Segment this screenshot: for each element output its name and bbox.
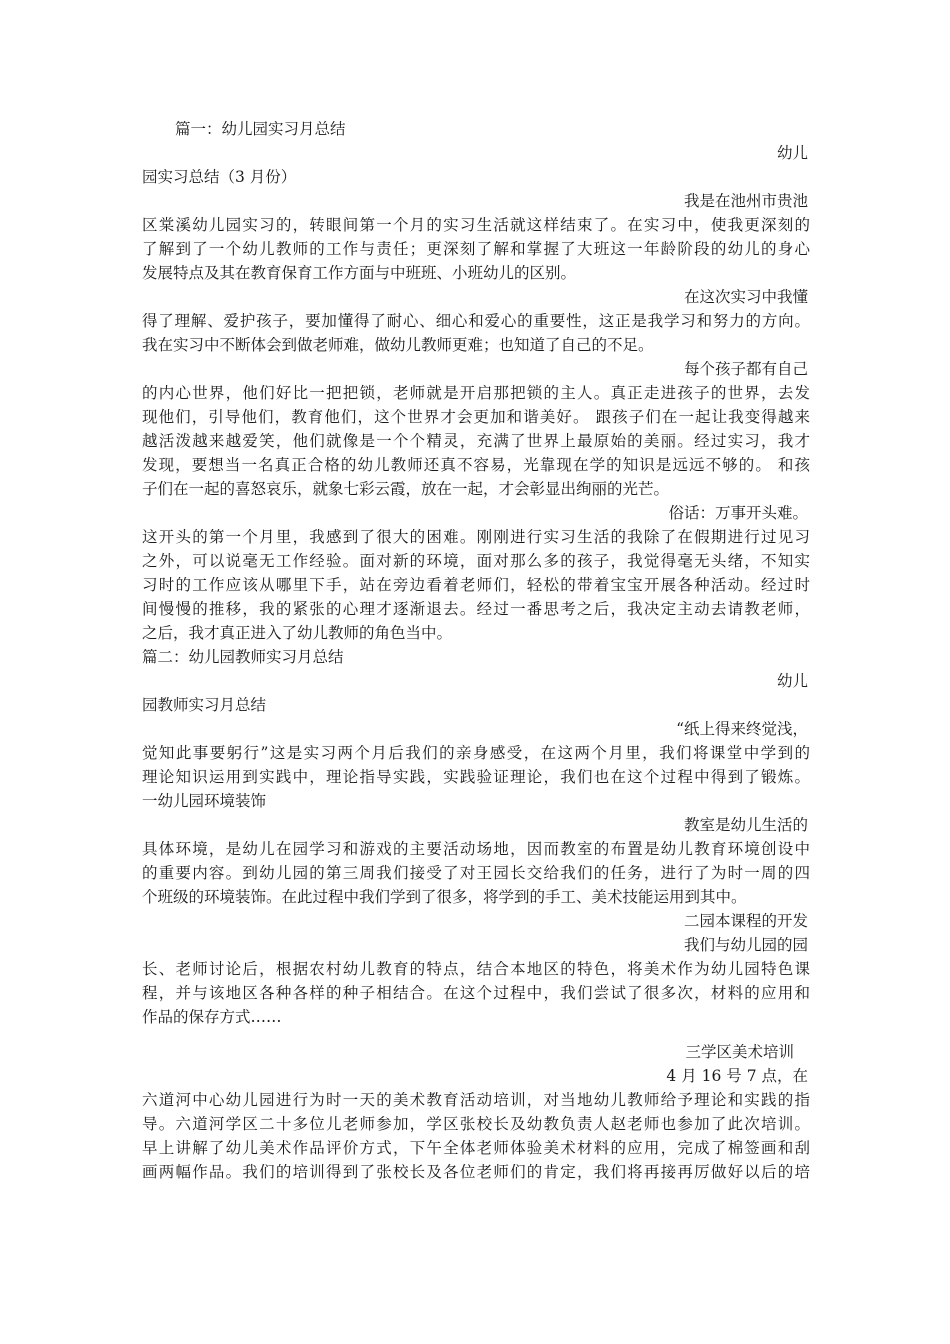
text-line: 我是在池州市贵池: [683, 192, 808, 210]
text-line: 教室是幼儿生活的: [683, 816, 808, 834]
text-line: 觉知此事要躬行”这是实习两个月后我们的亲身感受，在这两个月里，我们将课堂中学到的: [142, 744, 810, 762]
text-line: 4 月 16 号 7 点，在: [666, 1067, 808, 1085]
subheading: 二园本课程的开发: [683, 912, 808, 930]
text-line: 这开头的第一个月里，我感到了很大的困难。刚刚进行实习生活的我除了在假期进行过见习: [142, 528, 810, 546]
text-line: 园教师实习月总结: [142, 696, 267, 714]
text-line: 幼儿: [776, 144, 808, 162]
text-line: 画两幅作品。我们的培训得到了张校长及各位老师们的肯定，我们将再接再厉做好以后的培: [142, 1163, 810, 1181]
text-line: 导。六道河学区二十多位儿老师参加，学区张校长及幼教负责人赵老师也参加了此次培训。: [142, 1115, 810, 1133]
text-line: 习时的工作应该从哪里下手，站在旁边看着老师们，轻松的带着宝宝开展各种活动。经过时: [142, 576, 810, 594]
text-line: 作品的保存方式……: [142, 1008, 282, 1026]
text-line: 发展特点及其在教育保育工作方面与中班班、小班幼儿的区别。: [142, 264, 577, 282]
text-line: “纸上得来终觉浅，: [676, 720, 808, 738]
text-line: 具体环境，是幼儿在园学习和游戏的主要活动场地，因而教室的布置是幼儿教育环境创设中: [142, 840, 810, 858]
text-line: 的内心世界，他们好比一把把锁，老师就是开启那把锁的主人。真正走进孩子的世界，去发: [142, 384, 810, 402]
text-line: 六道河中心幼儿园进行为时一天的美术教育活动培训，对当地幼儿教师给予理论和实践的指: [142, 1091, 810, 1109]
text-line: 发现，要想当一名真正合格的幼儿教师还真不容易，光靠现在学的知识是远远不够的。 和孩: [142, 456, 810, 474]
text-line: 个班级的环境装饰。在此过程中我们学到了很多，将学到的手工、美术技能运用到其中。: [142, 888, 747, 906]
text-line: 的重要内容。到幼儿园的第三周我们接受了对王园长交给我们的任务，进行了为时一周的四: [142, 864, 810, 882]
text-line: 越活泼越来越爱笑，他们就像是一个个精灵，充满了世界上最原始的美丽。经过实习，我才: [142, 432, 810, 450]
text-line: 现他们，引导他们，教育他们，这个世界才会更加和谐美好。 跟孩子们在一起让我变得越来: [142, 408, 810, 426]
section-title-1: 篇一：幼儿园实习月总结: [175, 120, 346, 138]
text-line: 在这次实习中我懂: [683, 288, 808, 306]
text-line: 得了理解、爱护孩子，要加懂得了耐心、细心和爱心的重要性，这正是我学习和努力的方向。: [142, 312, 810, 330]
text-line: 幼儿: [776, 672, 808, 690]
text-line: 区棠溪幼儿园实习的，转眼间第一个月的实习生活就这样结束了。在实习中，使我更深刻的: [142, 216, 810, 234]
text-line: [142, 1184, 810, 1208]
text-line: 了解到了一个幼儿教师的工作与责任；更深刻了解和掌握了大班这一年龄阶段的幼儿的身心: [142, 240, 810, 258]
text-line: 每个孩子都有自己: [683, 360, 808, 378]
text-line: 长、老师讨论后，根据农村幼儿教育的特点，结合本地区的特色，将美术作为幼儿园特色课: [142, 960, 810, 978]
text-line: 园实习总结（3 月份）: [142, 168, 297, 186]
text-line: 之外，可以说毫无工作经验。面对新的环境，面对那么多的孩子，我觉得毫无头绪，不知实: [142, 552, 810, 570]
text-line: 子们在一起的喜怒哀乐，就象七彩云霞，放在一起，才会彰显出绚丽的光芒。: [142, 480, 670, 498]
text-line: 早上讲解了幼儿美术作品评价方式，下午全体老师体验美术材料的应用，完成了棉签画和刮: [142, 1139, 810, 1157]
text-line: 理论知识运用到实践中，理论指导实践，实践验证理论，我们也在这个过程中得到了锻炼。: [142, 768, 810, 786]
subheading: 三学区美术培训: [685, 1043, 794, 1061]
subheading: 一幼儿园环境装饰: [142, 792, 267, 810]
text-line: 我在实习中不断体会到做老师难，做幼儿教师更难；也知道了自己的不足。: [142, 336, 654, 354]
text-line: 间慢慢的推移，我的紧张的心理才逐渐退去。经过一番思考之后，我决定主动去请教老师，: [142, 600, 810, 618]
text-line: 之后，我才真正进入了幼儿教师的角色当中。: [142, 624, 453, 642]
text-line: 俗话：万事开头难。: [668, 504, 808, 522]
section-title-2: 篇二：幼儿园教师实习月总结: [142, 648, 344, 666]
text-line: 我们与幼儿园的园: [683, 936, 808, 954]
text-line: 程，并与该地区各种各样的种子相结合。在这个过程中，我们尝试了很多次，材料的应用和: [142, 984, 810, 1002]
